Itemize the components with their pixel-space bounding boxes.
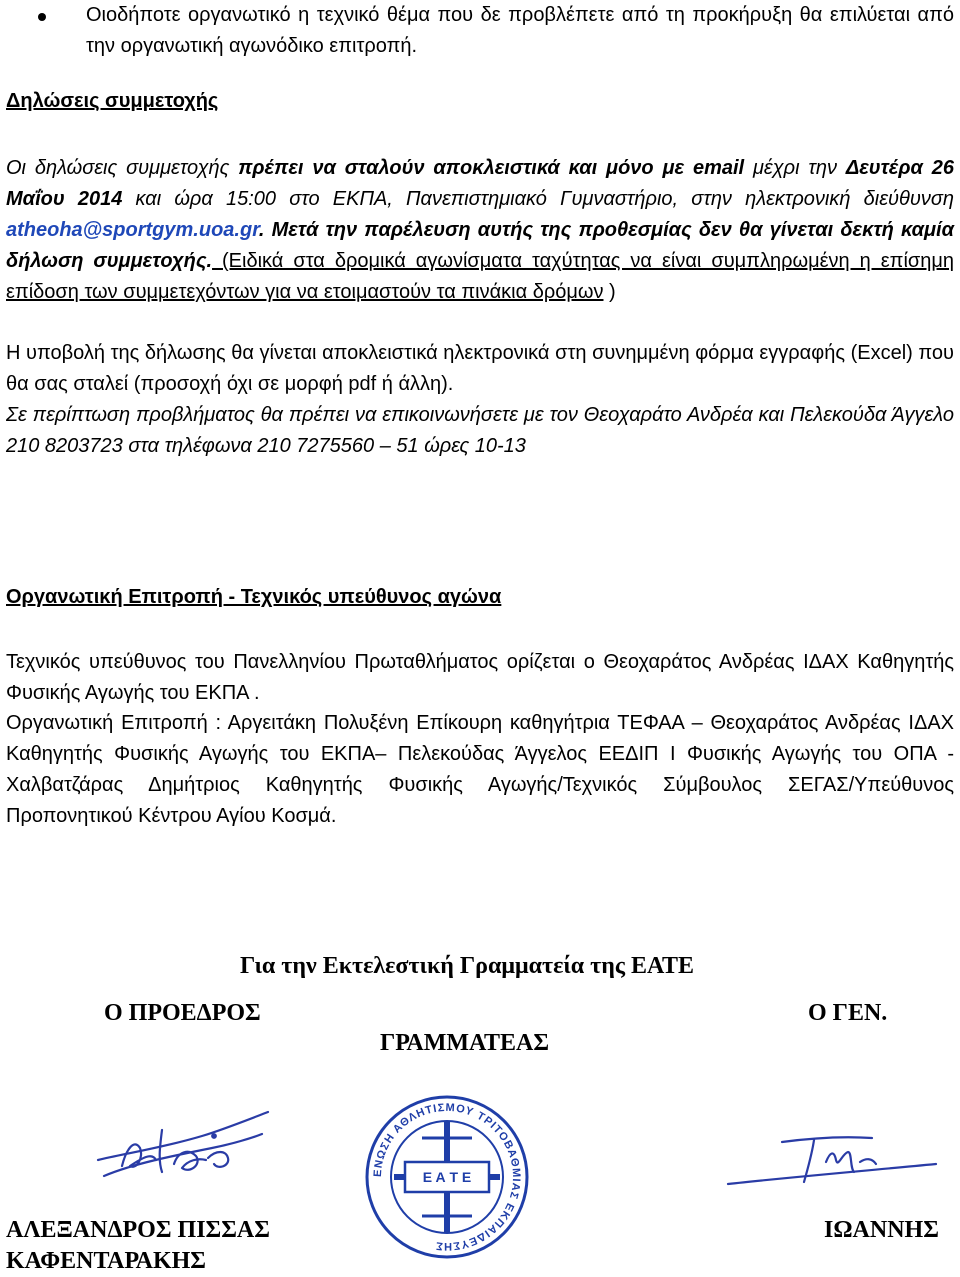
for-executive-line: Για την Εκτελεστική Γραμματεία της ΕΑΤΕ (240, 953, 695, 979)
president-name: ΑΛΕΞΑΝΔΡΟΣ ΠΙΣΣΑΣ (6, 1217, 270, 1243)
secretary-signature-icon (722, 1128, 942, 1198)
email-link[interactable]: atheoha@sportgym.uoa.gr (6, 219, 259, 241)
president-title: Ο ΠΡΟΕΔΡΟΣ (104, 1000, 261, 1026)
eate-seal-icon (362, 1092, 532, 1262)
declarations-heading: Δηλώσεις συμμετοχής (6, 90, 219, 112)
contact-paragraph: Σε περίπτωση προβλήματος θα πρέπει να επικοινωνήσετε με τον Θεοχαράτο Ανδρέα και Πελεκούδα Άγγελο 210 8203723 στα τηλέφωνα 210 7275560 – 51 ώρες 10-13 (6, 404, 954, 457)
committee-paragraph: Οργανωτική Επιτροπή : Αργειτάκη Πολυξένη Επίκουρη καθηγήτρια ΤΕΦΑΑ – Θεοχαράτος Ανδρέας ΙΔΑΧ Καθηγητής Φυσικής Αγωγής του ΕΚΠΑ– Πελεκούδας Άγγελος ΕΕΔΙΠ Ι Φυσικής Αγωγής του ΟΠΑ - Χαλβατζάρας Δημήτριος Καθηγητής Φυσικής Αγωγής/Τεχνικός Σύμβουλος ΣΕΓΑΣ/Υπεύθυνος Προπονητικού Κέντρου Αγίου Κοσμά. (6, 712, 954, 827)
committee-heading: Οργανωτική Επιτροπή - Τεχνικός υπεύθυνος αγώνα (6, 586, 502, 608)
text-run: Δευτέρα 26 Μαΐου 2014 (6, 157, 954, 210)
seal-center-text: Ε Α Τ Ε (422, 1169, 472, 1185)
technical-lead-paragraph: Τεχνικός υπεύθυνος του Πανελληνίου Πρωταθλήματος ορίζεται ο Θεοχαράτος Ανδρέας ΙΔΑΧ Καθηγητής Φυσικής Αγωγής του ΕΚΠΑ . (6, 651, 954, 704)
secretary-title-1: Ο ΓΕΝ. (808, 1000, 888, 1026)
bullet-marker (38, 13, 46, 21)
text-run: . Μετά την παρέλευση αυτής της προθεσμίας δεν θα γίνεται δεκτή καμία δήλωση συμμετοχής. (6, 219, 954, 272)
secretary-name-1: ΙΩΑΝΝΗΣ (824, 1217, 939, 1243)
seal-ring-text: ΕΝΩΣΗ ΑΘΛΗΤΙΣΜΟΥ ΤΡΙΤΟΒΑΘΜΙΑΣ ΕΚΠΑΙΔΕΥΣΗΣ (371, 1101, 523, 1253)
submission-paragraph: Η υποβολή της δήλωσης θα γίνεται αποκλειστικά ηλεκτρονικά στη συνημμένη φόρμα εγγραφής (Excel) που θα σας σταλεί (προσοχή όχι σε μορφή pdf ή άλλη). (6, 342, 954, 395)
text-run: πρέπει να σταλούν αποκλειστικά και μόνο με email (238, 157, 745, 179)
text-run: μέχρι την (744, 157, 846, 179)
secretary-name-2: ΚΑΦΕΝΤΑΡΑΚΗΣ (6, 1248, 206, 1274)
text-run: Οι δηλώσεις συμμετοχής (6, 157, 239, 179)
text-run: (Ειδικά στα δρομικά αγωνίσματα ταχύτητας να είναι συμπληρωμένη η επίσημη επίδοση των συμμετεχόντων για να ετοιμαστούν τα πινάκια δρόμων (6, 250, 955, 303)
secretary-title-2: ΓΡΑΜΜΑΤΕΑΣ (380, 1030, 550, 1056)
text-run: ) (603, 281, 616, 303)
declarations-paragraph (6, 153, 954, 308)
text-run: και ώρα 15:00 στο ΕΚΠΑ, Πανεπιστημιακό Γυμναστήριο, στην ηλεκτρονική διεύθυνση (122, 188, 955, 210)
president-signature-icon (92, 1108, 272, 1188)
bullet-paragraph: Οιοδήποτε οργανωτικό η τεχνικό θέμα που δε προβλέπετε από τη προκήρυξη θα επιλύεται από την οργανωτική αγωνόδικο επιτροπή. (86, 4, 954, 57)
